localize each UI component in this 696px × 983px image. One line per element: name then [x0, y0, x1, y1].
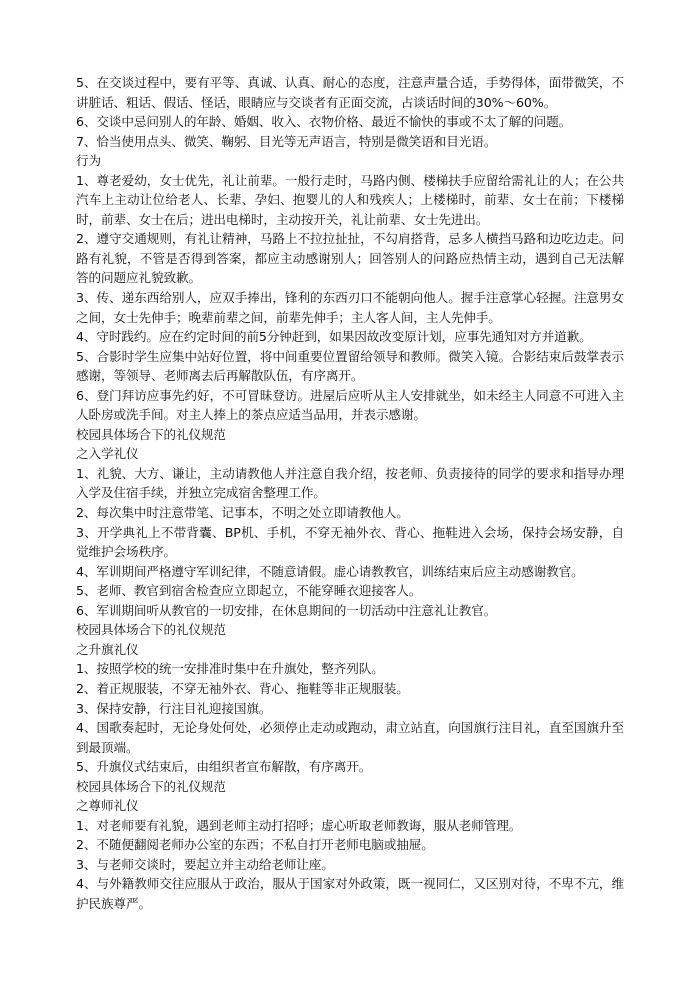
section-heading: 校园具体场合下的礼仪规范: [76, 778, 226, 794]
paragraph: 5、合影时学生应集中站好位置，将中间重要位置留给领导和教师。微笑入镜。合影结束后鼓掌表示感谢，等领导、老师离去后再解散队伍，有序离开。: [76, 348, 624, 384]
paragraph: 4、守时践约。应在约定时间的前5分钟赶到，如果因故改变原计划，应事先通知对方并道歉。: [76, 329, 592, 345]
paragraph: 3、保持安静，行注目礼迎接国旗。: [76, 700, 272, 716]
paragraph: 4、与外籍教师交往应服从于政治，服从于国家对外政策，既一视同仁，又区别对待，不卑不亢，维护民族尊严。: [76, 876, 624, 911]
paragraph: 3、与老师交谈时，要起立并主动给老师让座。: [76, 856, 334, 872]
section-subheading: 之尊师礼仪: [76, 798, 139, 814]
paragraph: 1、对老师要有礼貌，遇到老师主动打招呼；虚心听取老师教诲，服从老师管理。: [76, 817, 522, 833]
paragraph: 2、每次集中时注意带笔、记事本，不明之处立即请教他人。: [76, 505, 409, 521]
paragraph: 4、国歌奏起时，无论身处何处，必须停止走动或跑动，肃立站直，向国旗行注目礼，直至国旗升至到最顶端。: [76, 720, 624, 755]
section-heading: 校园具体场合下的礼仪规范: [76, 426, 226, 442]
section-subheading: 之入学礼仪: [76, 446, 139, 462]
document-page: [76, 73, 624, 914]
paragraph: 1、尊老爱幼，女士优先，礼让前辈。一般行走时，马路内侧、楼梯扶手应留给需礼让的人；在公共汽车上主动让位给老人、长辈、孕妇、抱婴儿的人和残疾人；上楼梯时，前辈、女士在前；下楼梯时，前辈、女士在后；进出电梯时，主动按开关，礼让前辈、女士先进出。: [76, 172, 624, 227]
paragraph: 6、登门拜访应事先约好，不可冒昧登访。进屋后应听从主人安排就坐，如未经主人同意不可进入主人卧房或洗手间。对主人捧上的茶点应适当品用，并表示感谢。: [76, 387, 624, 423]
paragraph: 6、军训期间听从教官的一切安排，在休息期间的一切活动中注意礼让教官。: [76, 602, 497, 618]
paragraph: 5、在交谈过程中，要有平等、真诚、认真、耐心的态度，注意声量合适，手势得体，面带微笑，不讲脏话、粗话、假话、怪话，眼睛应与交谈者有正面交流，占谈话时间的30%～60%。: [76, 75, 624, 110]
paragraph: 2、遵守交通规则，有礼让精神，马路上不拉拉扯扯，不勾肩搭背，忌多人横挡马路和边吃边走。问路有礼貌，不管是否得到答案，都应主动感谢别人；回答别人的问路应热情主动，遇到自己无法解答的问题应礼貌致歉。: [76, 231, 624, 286]
paragraph: 1、礼貌、大方、谦让，主动请教他人并注意自我介绍，按老师、负责接待的同学的要求和指导办理入学及住宿手续，并独立完成宿舍整理工作。: [76, 465, 624, 501]
paragraph: 3、传、递东西给别人，应双手捧出，锋利的东西刃口不能朝向他人。握手注意掌心轻握。注意男女之间，女士先伸手；晚辈前辈之间，前辈先伸手；主人客人间，主人先伸手。: [76, 290, 624, 325]
paragraph: 1、按照学校的统一安排准时集中在升旗处，整齐列队。: [76, 661, 384, 677]
paragraph: 5、老师、教官到宿舍检查应立即起立，不能穿睡衣迎接客人。: [76, 583, 422, 599]
paragraph: 6、交谈中忌问别人的年龄、婚姻、收入、衣物价格、最近不愉快的事或不太了解的问题。: [76, 114, 572, 130]
paragraph: 2、不随便翻阅老师办公室的东西；不私自打开老师电脑或抽屉。: [76, 837, 434, 853]
paragraph: 3、开学典礼上不带背囊、BP机、手机，不穿无袖外衣、背心、拖鞋进入会场，保持会场安静，自觉维护会场秩序。: [76, 524, 624, 560]
paragraph: 2、着正规服装，不穿无袖外衣、背心、拖鞋等非正规服装。: [76, 680, 409, 696]
section-heading: 行为: [76, 153, 101, 169]
paragraph: 4、军训期间严格遵守军训纪律，不随意请假。虚心请教教官，训练结束后应主动感谢教官。: [76, 563, 584, 579]
section-heading: 校园具体场合下的礼仪规范: [76, 622, 226, 638]
paragraph: 7、恰当使用点头、微笑、鞠躬、目光等无声语言，特别是微笑语和目光语。: [76, 133, 497, 149]
paragraph: 5、升旗仪式结束后，由组织者宣布解散，有序离开。: [76, 759, 372, 775]
section-subheading: 之升旗礼仪: [76, 641, 139, 657]
